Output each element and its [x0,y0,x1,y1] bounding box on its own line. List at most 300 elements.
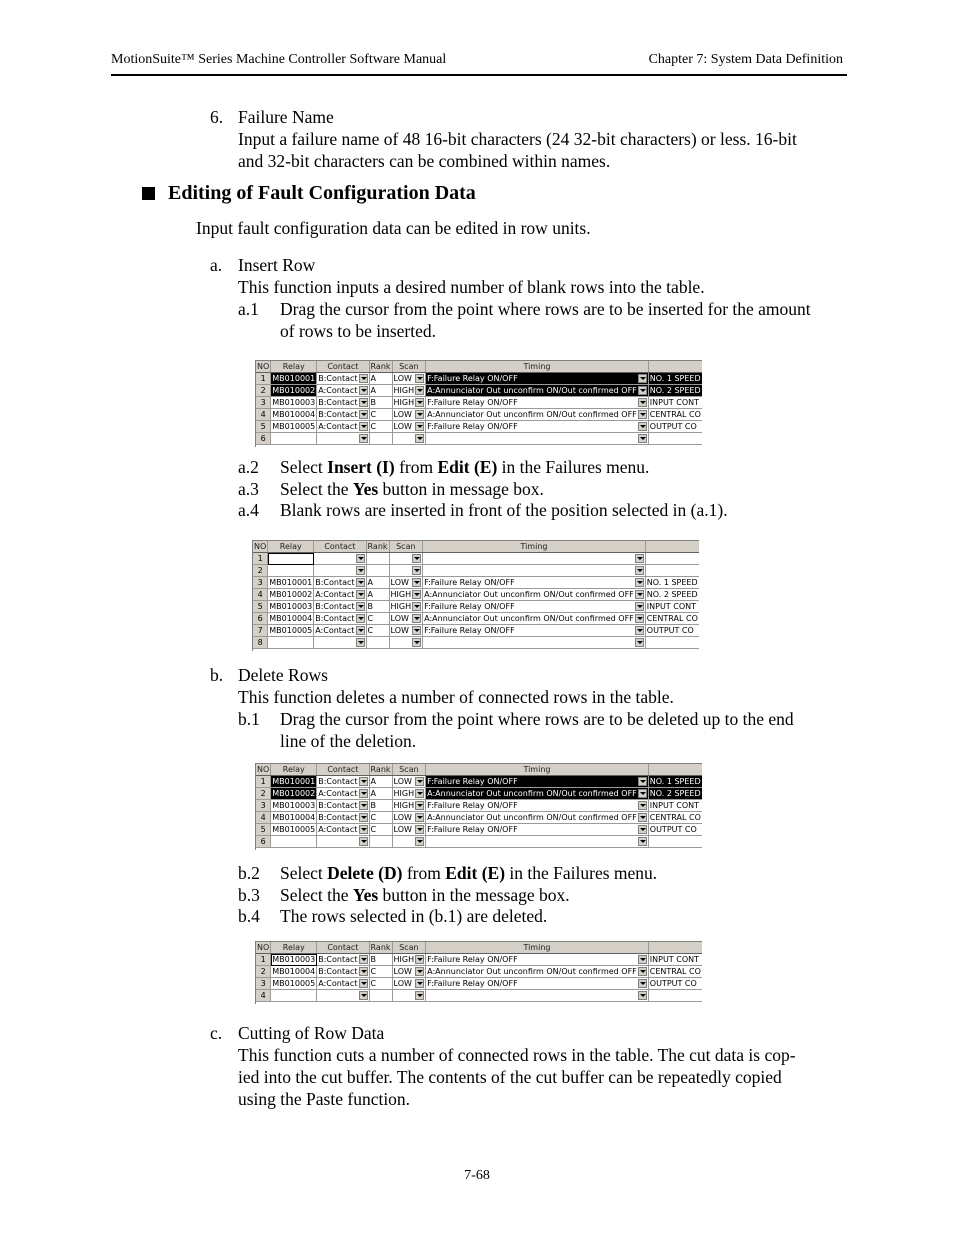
cell-scan[interactable]: LOW [392,373,426,385]
cell-scan[interactable] [392,433,426,445]
dropdown-arrow-icon[interactable] [638,374,647,383]
cell-timing[interactable]: A:Annunciator Out unconfirm ON/Out confirmed OFF [426,788,649,800]
cell-contact[interactable]: B:Contact [317,966,369,978]
dropdown-arrow-icon[interactable] [359,825,368,834]
cell-rank[interactable]: C [369,966,392,978]
table-row[interactable] [253,637,699,649]
table-row[interactable] [253,589,699,601]
a-title: Insert Row [238,255,316,275]
cell-timing[interactable]: F:Failure Relay ON/OFF [426,397,649,409]
cell-no[interactable]: 6 [253,613,268,625]
cell-no[interactable]: 2 [256,385,271,397]
cell-no[interactable]: 5 [256,824,271,836]
cell-scan[interactable]: LOW [389,613,423,625]
dropdown-arrow-icon[interactable] [635,578,644,587]
cell-contact[interactable]: A:Contact [314,625,366,637]
cell-contact[interactable]: B:Contact [317,409,369,421]
cell-scan[interactable]: LOW [392,824,426,836]
dropdown-arrow-icon[interactable] [415,991,424,1000]
table-row[interactable] [256,433,702,445]
cell-name[interactable]: CENTRAL CO [649,410,701,419]
cell-timing[interactable]: F:Failure Relay ON/OFF [426,776,649,788]
cell-relay[interactable]: MB010004 [269,614,313,623]
cell-scan[interactable] [389,553,423,565]
cell-contact[interactable]: B:Contact [317,954,369,966]
dropdown-arrow-icon[interactable] [635,590,644,599]
cell-timing[interactable]: F:Failure Relay ON/OFF [426,421,649,433]
cell-name[interactable]: INPUT CONT [648,397,702,409]
dropdown-arrow-icon[interactable] [638,979,647,988]
cell-scan[interactable]: LOW [392,409,426,421]
cell-name[interactable] [645,565,699,577]
cell-rank[interactable]: C [369,978,392,990]
table-row[interactable] [256,776,702,788]
cell-timing[interactable]: A:Annunciator Out unconfirm ON/Out confirmed OFF [426,409,649,421]
cell-contact[interactable]: A:Contact [317,824,369,836]
cell-scan[interactable]: LOW [389,577,423,589]
dropdown-arrow-icon[interactable] [359,955,368,964]
cell-relay[interactable]: MB010003 [272,801,316,810]
dropdown-arrow-icon[interactable] [415,434,424,443]
cell-contact[interactable] [314,565,366,577]
dropdown-arrow-icon[interactable] [415,825,424,834]
cell-rank[interactable]: C [369,824,392,836]
cell-relay[interactable]: MB010001 [272,374,316,383]
dropdown-arrow-icon[interactable] [638,398,647,407]
column-header[interactable]: Rank [370,943,391,952]
dropdown-arrow-icon[interactable] [415,837,424,846]
cell-no[interactable]: 1 [253,553,268,565]
dropdown-arrow-icon[interactable] [412,590,421,599]
cell-rank[interactable]: B [369,954,392,966]
dropdown-arrow-icon[interactable] [415,374,424,383]
table-row[interactable] [256,788,702,800]
cell-relay[interactable] [271,990,317,1002]
cell-timing[interactable]: A:Annunciator Out unconfirm ON/Out confirmed OFF [423,589,646,601]
cell-relay[interactable] [268,553,314,565]
cell-no[interactable]: 4 [256,812,271,824]
table-row[interactable] [256,954,702,966]
cell-contact[interactable]: A:Contact [317,421,369,433]
column-header[interactable] [648,942,702,954]
column-header[interactable]: Rank [367,542,388,551]
cell-name[interactable] [645,637,699,649]
cell-rank[interactable]: A [366,589,389,601]
column-header[interactable]: Timing [426,764,649,776]
cell-rank[interactable] [366,565,389,577]
table-row[interactable] [256,373,702,385]
dropdown-arrow-icon[interactable] [415,813,424,822]
column-header[interactable]: Scan [389,541,423,553]
cell-timing[interactable]: A:Annunciator Out unconfirm ON/Out confirmed OFF [426,966,649,978]
table-row[interactable] [253,565,699,577]
cell-timing[interactable] [426,990,649,1002]
cell-name[interactable]: INPUT CONT [648,800,702,812]
cell-scan[interactable] [392,990,426,1002]
cell-contact[interactable] [314,553,366,565]
cell-name[interactable]: CENTRAL CO [646,614,698,623]
cell-no[interactable]: 3 [256,397,271,409]
dropdown-arrow-icon[interactable] [638,967,647,976]
a1-label: a.1 [238,299,259,319]
column-header[interactable]: NO [257,362,270,371]
dropdown-arrow-icon[interactable] [635,614,644,623]
dropdown-arrow-icon[interactable] [415,398,424,407]
dropdown-arrow-icon[interactable] [635,566,644,575]
cell-relay[interactable]: MB010002 [272,386,316,395]
a1-line1: Drag the cursor from the point where rows are to be inserted for the amount [280,299,811,319]
cell-contact[interactable]: B:Contact [314,577,366,589]
cell-rank[interactable]: B [369,397,392,409]
cell-relay[interactable]: MB010004 [272,410,316,419]
cell-no[interactable]: 6 [256,433,271,445]
cell-timing[interactable]: A:Annunciator Out unconfirm ON/Out confirmed OFF [426,385,649,397]
cell-rank[interactable]: C [369,409,392,421]
dropdown-arrow-icon[interactable] [359,813,368,822]
cell-relay[interactable]: MB010005 [272,825,316,834]
cell-timing[interactable]: F:Failure Relay ON/OFF [426,800,649,812]
dropdown-arrow-icon[interactable] [415,967,424,976]
table-row[interactable] [253,613,699,625]
cell-relay[interactable]: MB010001 [269,578,313,587]
cell-relay[interactable]: MB010004 [272,813,316,822]
column-header[interactable]: Relay [268,541,314,553]
column-header[interactable]: Relay [271,361,317,373]
column-header[interactable]: Rank [370,362,391,371]
cell-name[interactable]: NO. 1 SPEED [649,374,701,383]
cell-contact[interactable]: A:Contact [317,978,369,990]
table-row[interactable] [256,836,702,848]
cell-rank[interactable]: C [366,613,389,625]
cell-timing[interactable] [423,553,646,565]
item-6-line1: Input a failure name of 48 16-bit characters (24 32-bit characters) or less. 16-bit [238,129,797,149]
cell-scan[interactable]: LOW [392,812,426,824]
cell-no[interactable]: 3 [256,978,271,990]
dropdown-arrow-icon[interactable] [415,410,424,419]
table-row[interactable] [253,601,699,613]
cell-contact[interactable]: B:Contact [317,800,369,812]
cell-contact[interactable] [317,836,369,848]
cell-name[interactable]: NO. 1 SPEED [646,578,698,587]
cell-contact[interactable] [317,433,369,445]
dropdown-arrow-icon[interactable] [638,991,647,1000]
cell-relay[interactable]: MB010001 [272,777,316,786]
cell-timing[interactable] [426,433,649,445]
cell-scan[interactable]: HIGH [392,800,426,812]
cell-scan[interactable]: HIGH [392,385,426,397]
column-header[interactable]: Timing [426,361,649,373]
cell-contact[interactable] [314,637,366,649]
table-row[interactable] [256,990,702,1002]
dropdown-arrow-icon[interactable] [415,422,424,431]
cell-name[interactable]: CENTRAL CO [649,967,701,976]
dropdown-arrow-icon[interactable] [415,955,424,964]
cell-timing[interactable]: F:Failure Relay ON/OFF [426,824,649,836]
cell-timing[interactable] [423,637,646,649]
cell-relay[interactable]: MB010003 [272,398,316,407]
table-row[interactable] [256,978,702,990]
table-row[interactable] [256,421,702,433]
cell-name[interactable] [648,433,702,445]
table-row[interactable] [256,397,702,409]
table-row[interactable] [256,824,702,836]
table-row[interactable] [256,385,702,397]
dropdown-arrow-icon[interactable] [638,837,647,846]
dropdown-arrow-icon[interactable] [359,991,368,1000]
cell-contact[interactable] [317,990,369,1002]
cell-timing[interactable]: A:Annunciator Out unconfirm ON/Out confirmed OFF [426,812,649,824]
cell-scan[interactable]: HIGH [392,954,426,966]
dropdown-arrow-icon[interactable] [638,955,647,964]
column-header[interactable]: NO [257,943,270,952]
cell-relay[interactable] [268,565,314,577]
dropdown-arrow-icon[interactable] [359,422,368,431]
dropdown-arrow-icon[interactable] [638,434,647,443]
dropdown-arrow-icon[interactable] [412,554,421,563]
cell-rank[interactable]: C [366,625,389,637]
cell-scan[interactable] [392,836,426,848]
cell-no[interactable]: 4 [256,990,271,1002]
table-row[interactable] [256,800,702,812]
dropdown-arrow-icon[interactable] [635,638,644,647]
cell-rank[interactable]: A [369,776,392,788]
column-header[interactable]: Timing [423,541,646,553]
cell-contact[interactable]: B:Contact [317,812,369,824]
cell-relay[interactable]: MB010002 [269,590,313,599]
cell-relay[interactable]: MB010005 [269,626,313,635]
dropdown-arrow-icon[interactable] [359,410,368,419]
cell-rank[interactable]: C [369,812,392,824]
dropdown-arrow-icon[interactable] [356,554,365,563]
cell-no[interactable]: 3 [253,577,268,589]
cell-timing[interactable]: F:Failure Relay ON/OFF [426,978,649,990]
cell-no[interactable]: 1 [256,954,271,966]
dropdown-arrow-icon[interactable] [412,638,421,647]
column-header[interactable]: Relay [271,942,317,954]
dropdown-arrow-icon[interactable] [638,825,647,834]
cell-scan[interactable]: LOW [392,421,426,433]
cell-no[interactable]: 4 [253,589,268,601]
dropdown-arrow-icon[interactable] [635,602,644,611]
cell-scan[interactable]: LOW [392,966,426,978]
dropdown-arrow-icon[interactable] [359,374,368,383]
dropdown-arrow-icon[interactable] [638,410,647,419]
dropdown-arrow-icon[interactable] [356,614,365,623]
cell-scan[interactable]: LOW [392,776,426,788]
cell-rank[interactable] [366,637,389,649]
cell-rank[interactable] [366,553,389,565]
dropdown-arrow-icon[interactable] [415,777,424,786]
dropdown-arrow-icon[interactable] [412,578,421,587]
dropdown-arrow-icon[interactable] [356,578,365,587]
cell-timing[interactable]: F:Failure Relay ON/OFF [426,373,649,385]
a2-text: Select Insert (I) from Edit (E) in the Failures menu. [280,457,650,477]
cell-no[interactable]: 1 [256,373,271,385]
table-row[interactable] [253,577,699,589]
cell-relay[interactable] [268,637,314,649]
cell-no[interactable]: 2 [253,565,268,577]
cell-relay[interactable]: MB010003 [269,602,313,611]
cell-relay[interactable]: MB010002 [272,789,316,798]
cell-contact[interactable]: A:Contact [317,385,369,397]
cell-contact[interactable]: B:Contact [314,613,366,625]
cell-no[interactable]: 7 [253,625,268,637]
table-row[interactable] [256,409,702,421]
cell-contact[interactable]: B:Contact [317,373,369,385]
cell-rank[interactable]: A [369,373,392,385]
dropdown-arrow-icon[interactable] [359,386,368,395]
column-header[interactable]: Relay [271,764,317,776]
dropdown-arrow-icon[interactable] [356,566,365,575]
cell-name[interactable] [648,836,702,848]
cell-name[interactable]: CENTRAL CO [649,813,701,822]
cell-name[interactable]: NO. 1 SPEED [649,777,701,786]
column-header[interactable]: Contact [317,764,369,776]
cell-no[interactable]: 5 [256,421,271,433]
cell-relay[interactable]: MB010005 [272,422,316,431]
dropdown-arrow-icon[interactable] [412,566,421,575]
cell-contact[interactable]: B:Contact [317,397,369,409]
cell-rank[interactable]: A [369,385,392,397]
cell-scan[interactable]: HIGH [392,397,426,409]
cell-contact[interactable]: A:Contact [317,788,369,800]
dropdown-arrow-icon[interactable] [359,434,368,443]
cell-rank[interactable]: A [366,577,389,589]
dropdown-arrow-icon[interactable] [638,801,647,810]
dropdown-arrow-icon[interactable] [412,602,421,611]
cell-timing[interactable]: F:Failure Relay ON/OFF [423,577,646,589]
column-header[interactable] [648,361,702,373]
column-header[interactable]: Contact [317,942,369,954]
column-header[interactable]: Scan [392,942,426,954]
column-header[interactable] [645,541,699,553]
cell-name[interactable]: OUTPUT CO [645,625,699,637]
cell-scan[interactable] [389,637,423,649]
dropdown-arrow-icon[interactable] [359,967,368,976]
column-header[interactable] [648,764,702,776]
cell-name[interactable]: NO. 2 SPEED [649,789,701,798]
cell-scan[interactable] [389,565,423,577]
cell-rank[interactable]: B [369,800,392,812]
cell-relay[interactable]: MB010003 [272,955,316,964]
cell-relay[interactable]: MB010005 [272,979,316,988]
cell-relay[interactable] [271,836,317,848]
column-header[interactable]: Rank [370,765,391,774]
column-header[interactable]: Scan [392,764,426,776]
cell-no[interactable]: 4 [256,409,271,421]
dropdown-arrow-icon[interactable] [359,789,368,798]
cell-name[interactable]: OUTPUT CO [648,421,702,433]
cell-contact[interactable]: A:Contact [314,589,366,601]
table-row[interactable] [253,553,699,565]
cell-no[interactable]: 5 [253,601,268,613]
cell-name[interactable]: INPUT CONT [645,601,699,613]
dropdown-arrow-icon[interactable] [638,813,647,822]
cell-name[interactable]: NO. 2 SPEED [646,590,698,599]
cell-contact[interactable]: B:Contact [317,776,369,788]
dropdown-arrow-icon[interactable] [356,602,365,611]
column-header[interactable]: Scan [392,361,426,373]
dropdown-arrow-icon[interactable] [359,801,368,810]
a3-text: Select the Yes button in message box. [280,479,544,499]
cell-no[interactable]: 2 [256,966,271,978]
dropdown-arrow-icon[interactable] [359,398,368,407]
dropdown-arrow-icon[interactable] [415,801,424,810]
cell-scan[interactable]: LOW [389,625,423,637]
cell-scan[interactable]: HIGH [389,601,423,613]
cell-timing[interactable] [426,836,649,848]
dropdown-arrow-icon[interactable] [635,554,644,563]
dropdown-arrow-icon[interactable] [359,837,368,846]
dropdown-arrow-icon[interactable] [415,979,424,988]
dropdown-arrow-icon[interactable] [635,626,644,635]
dropdown-arrow-icon[interactable] [412,614,421,623]
dropdown-arrow-icon[interactable] [356,626,365,635]
cell-name[interactable] [645,553,699,565]
cell-rank[interactable] [369,433,392,445]
dropdown-arrow-icon[interactable] [359,979,368,988]
column-header[interactable]: Contact [314,541,366,553]
table-row[interactable] [253,625,699,637]
table-row[interactable] [256,812,702,824]
column-header[interactable]: NO [254,542,267,551]
cell-rank[interactable]: C [369,421,392,433]
cell-timing[interactable]: F:Failure Relay ON/OFF [423,601,646,613]
cell-name[interactable]: NO. 2 SPEED [649,386,701,395]
cell-rank[interactable]: B [366,601,389,613]
dropdown-arrow-icon[interactable] [638,422,647,431]
item-6-label: 6. [210,107,224,127]
cell-scan[interactable]: HIGH [392,788,426,800]
table-row[interactable] [256,966,702,978]
cell-rank[interactable] [369,990,392,1002]
column-header[interactable]: NO [257,765,270,774]
dropdown-arrow-icon[interactable] [356,590,365,599]
dropdown-arrow-icon[interactable] [638,386,647,395]
column-header[interactable]: Timing [426,942,649,954]
dropdown-arrow-icon[interactable] [415,789,424,798]
cell-relay[interactable]: MB010004 [272,967,316,976]
dropdown-arrow-icon[interactable] [359,777,368,786]
cell-timing[interactable] [423,565,646,577]
dropdown-arrow-icon[interactable] [638,777,647,786]
cell-timing[interactable]: F:Failure Relay ON/OFF [426,954,649,966]
cell-scan[interactable]: LOW [392,978,426,990]
dropdown-arrow-icon[interactable] [412,626,421,635]
cell-contact[interactable]: B:Contact [314,601,366,613]
dropdown-arrow-icon[interactable] [638,789,647,798]
cell-name[interactable]: OUTPUT CO [648,824,702,836]
cell-name[interactable]: OUTPUT CO [648,978,702,990]
cell-no[interactable]: 6 [256,836,271,848]
cell-no[interactable]: 2 [256,788,271,800]
a-desc: This function inputs a desired number of blank rows into the table. [238,277,705,297]
cell-no[interactable]: 3 [256,800,271,812]
dropdown-arrow-icon[interactable] [415,386,424,395]
cell-scan[interactable]: HIGH [389,589,423,601]
cell-timing[interactable]: A:Annunciator Out unconfirm ON/Out confirmed OFF [423,613,646,625]
cell-no[interactable]: 1 [256,776,271,788]
cell-name[interactable]: INPUT CONT [648,954,702,966]
column-header[interactable]: Contact [317,361,369,373]
cell-no[interactable]: 8 [253,637,268,649]
cell-name[interactable] [648,990,702,1002]
cell-timing[interactable]: F:Failure Relay ON/OFF [423,625,646,637]
cell-rank[interactable]: A [369,788,392,800]
cell-rank[interactable] [369,836,392,848]
cell-relay[interactable] [271,433,317,445]
dropdown-arrow-icon[interactable] [356,638,365,647]
